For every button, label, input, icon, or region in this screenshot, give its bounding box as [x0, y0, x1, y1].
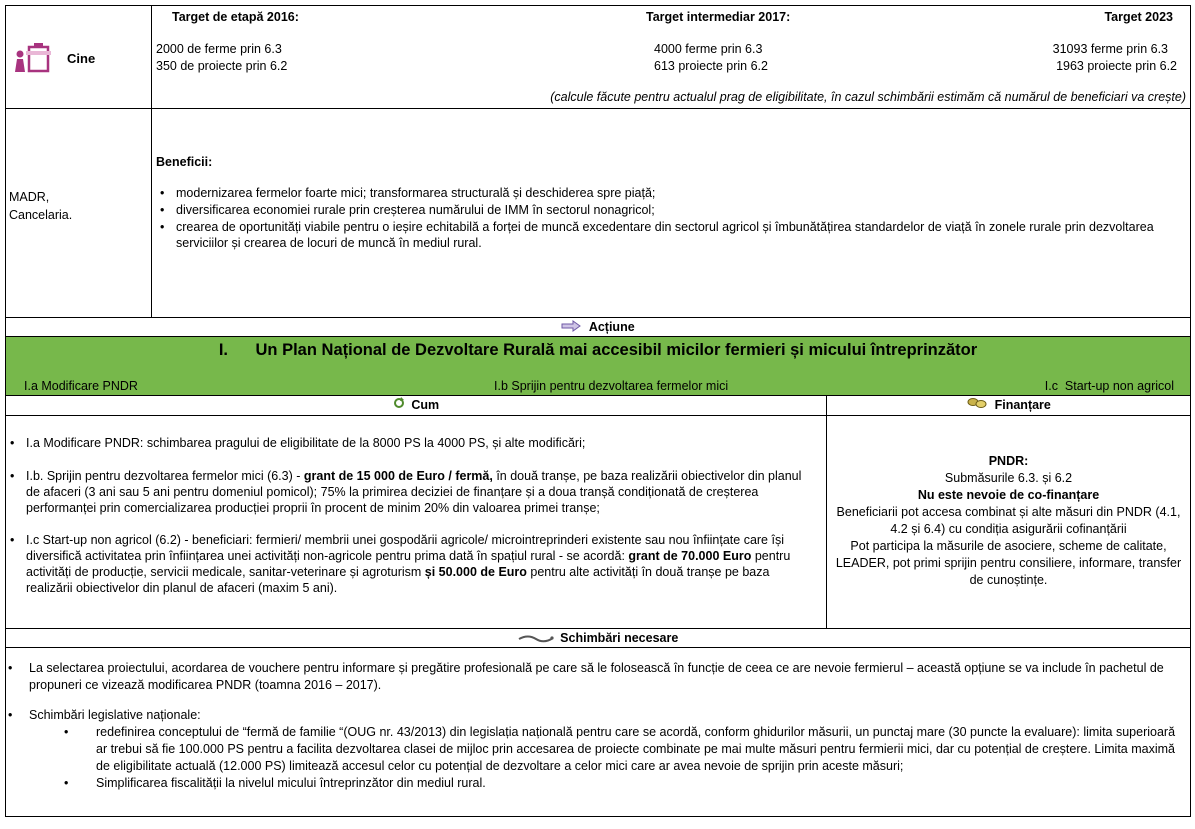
plan-banner — [6, 337, 1190, 396]
benefits-row — [6, 109, 1190, 318]
funding-line3: Beneficiarii pot accesa combinat și alte măsuri din PNDR (4.1, 4.2 și 6.4) cu condiția asigurării cofinanțării — [836, 505, 1181, 536]
funding-header — [827, 396, 1190, 415]
how-cell — [6, 416, 827, 628]
target-2023-title: Target 2023 — [1104, 10, 1173, 24]
benefits-title: Beneficii: — [156, 155, 213, 169]
how-item-a: • I.a Modificare PNDR: schimbarea pragului de eligibilitate de la 8000 PS la 4000 PS, și alte modificări; — [6, 435, 818, 451]
funding-line1: Submăsurile 6.3. și 6.2 — [944, 471, 1073, 485]
how-funding-header-row — [6, 396, 1190, 416]
target-2017-line1: 4000 ferme prin 6.3 — [654, 42, 763, 56]
funding-cell — [827, 416, 1190, 628]
coins-icon — [966, 396, 988, 415]
changes-header-row — [6, 629, 1190, 648]
funding-label: Finanțare — [994, 398, 1051, 412]
plan-sub-c: I.c Start-up non agricol — [1044, 379, 1174, 393]
benefit-item: • diversificarea economiei rurale prin creșterea numărului de IMM în sectorul nonagricol; — [156, 202, 1184, 218]
funding-line2: Nu este nevoie de co-finanțare — [917, 488, 1100, 502]
how-item-c-grant: grant de 70.000 Euro — [628, 549, 752, 563]
plan-sub-a: I.a Modificare PNDR — [24, 379, 138, 393]
how-item-c-rest: pentru alte activități în două tranșe pe baza realizării obiectivelor din planul de afaceri (maxim 5 ani). — [26, 565, 770, 595]
arrow-right-icon — [561, 319, 581, 337]
how-label: Cum — [411, 398, 440, 412]
target-2017-line2: 613 proiecte prin 6.2 — [654, 59, 768, 73]
targets-cell — [152, 6, 1190, 108]
target-2016 — [156, 9, 516, 75]
document-table — [5, 5, 1191, 817]
funding-title: PNDR: — [988, 454, 1029, 468]
owners-text: MADR, Cancelaria. — [9, 190, 73, 222]
how-item-c — [6, 532, 818, 596]
cycle-icon — [393, 396, 405, 415]
how-item-b-text: I.b. Sprijin pentru dezvoltarea fermelor mici (6.3) - — [26, 469, 304, 483]
how-item-b — [6, 468, 818, 516]
who-row — [6, 6, 1190, 109]
target-2017-title: Target intermediar 2017: — [646, 10, 791, 24]
plan-sub-b: I.b Sprijin pentru dezvoltarea fermelor mici — [494, 379, 729, 393]
target-2016-title: Target de etapă 2016: — [172, 10, 299, 24]
changes-label: Schimbări necesare — [560, 631, 679, 645]
how-funding-row — [6, 416, 1190, 629]
owners-cell — [6, 109, 152, 317]
how-item-b-rest: în două tranșe, pe baza realizării obiectivelor din planul de afaceri (3 ani sau 5 ani pentru domeniul pomicol); 75% la primirea deciziei de finanțare și a doua tranșă condiționată de creșterea performanței prin comercializarea producției proprii în procent de minim 20% din valoarea primei tranșe; — [26, 469, 802, 515]
how-header — [6, 396, 827, 415]
who-label: Cine — [67, 51, 96, 66]
benefits-cell — [152, 109, 1190, 317]
target-2023-line1: 31093 ferme prin 6.3 — [1052, 42, 1168, 56]
target-2016-line2: 350 de proiecte prin 6.2 — [156, 59, 288, 73]
change-sub-2: • Simplificarea fiscalității la nivelul micului întreprinzător din mediul rural. — [6, 775, 1184, 792]
change-sub-1: • redefinirea conceptului de “fermă de familie “(OUG nr. 43/2013) din legislația națională pentru care se acordă, conform ghidurilor măsurii, un punctaj mare (30 puncte la evaluare): limita superioară ar trebui să fie 100.000 PS pentru a facilita dezvoltarea clasei de mijloc prin accesarea de proiecte combinate pe mai multe măsuri pentru fermierii mici, dar cu potențial de creștere. Limita maximă de eligibilitate actuală (12.000 PS) limitează accesul celor cu potențial de dezvoltare a celor mici care ar avea nevoie de sprijin prin aceste măsuri; — [6, 724, 1184, 775]
change-item-1: • La selectarea proiectului, acordarea de vouchere pentru informare și pregătire profesională pe care să le folosească în funcție de ceea ce are nevoie fermierul – această opțiune se va include în pachetul de propuneri ce vizează modificarea PNDR (toamna 2016 – 2017). — [6, 660, 1184, 694]
how-item-c-mid: pentru activități de producție, servicii medicale, sanitar-veterinare și agroturism — [26, 549, 791, 579]
how-item-c-grant2: și 50.000 de Euro — [424, 565, 527, 579]
target-2017 — [646, 9, 946, 75]
change-item-2: • Schimbări legislative naționale: — [6, 707, 1184, 724]
changes-body — [6, 648, 1190, 816]
plan-title: I. Un Plan Național de Dezvoltare Rurală mai accesibil micilor fermieri și micului întreprinzător — [218, 341, 978, 359]
target-2016-line1: 2000 de ferme prin 6.3 — [156, 42, 282, 56]
action-row — [6, 318, 1190, 337]
target-note: (calcule făcute pentru actualul prag de eligibilitate, în cazul schimbării estimăm că numărul de beneficiari va crește) — [550, 90, 1186, 104]
target-2023 — [917, 9, 1177, 75]
how-item-c-text: I.c Start-up non agricol (6.2) - beneficiari: fermieri/ membrii unei gospodării agricole/ microintreprinderi existente sau nou înființate care își diversifică activitatea prin înființarea unei activități non-agricole pentru prima dată în spațiul rural - se acordă: — [26, 533, 784, 563]
funding-line4: Pot participa la măsurile de asociere, scheme de calitate, LEADER, pot primi sprijin pentru consiliere, informare, transfer de cunoștințe. — [835, 539, 1182, 587]
who-label-cell — [6, 6, 152, 108]
target-2023-line2: 1963 proiecte prin 6.2 — [1056, 59, 1177, 73]
benefit-item: • modernizarea fermelor foarte mici; transformarea structurală și deschiderea spre piață; — [156, 185, 1184, 201]
action-label: Acțiune — [588, 320, 635, 334]
road-icon — [518, 630, 554, 648]
benefit-item: • crearea de oportunități viabile pentru o ieșire echitabilă a forței de muncă excedentare din sectorul agricol și îmbunătățirea standardelor de viață în zonele rurale prin dezvoltarea serviciilor și crearea de locuri de muncă în mediul rural. — [156, 219, 1184, 251]
people-icon — [12, 41, 56, 76]
how-item-b-grant: grant de 15 000 de Euro / fermă, — [303, 469, 493, 483]
